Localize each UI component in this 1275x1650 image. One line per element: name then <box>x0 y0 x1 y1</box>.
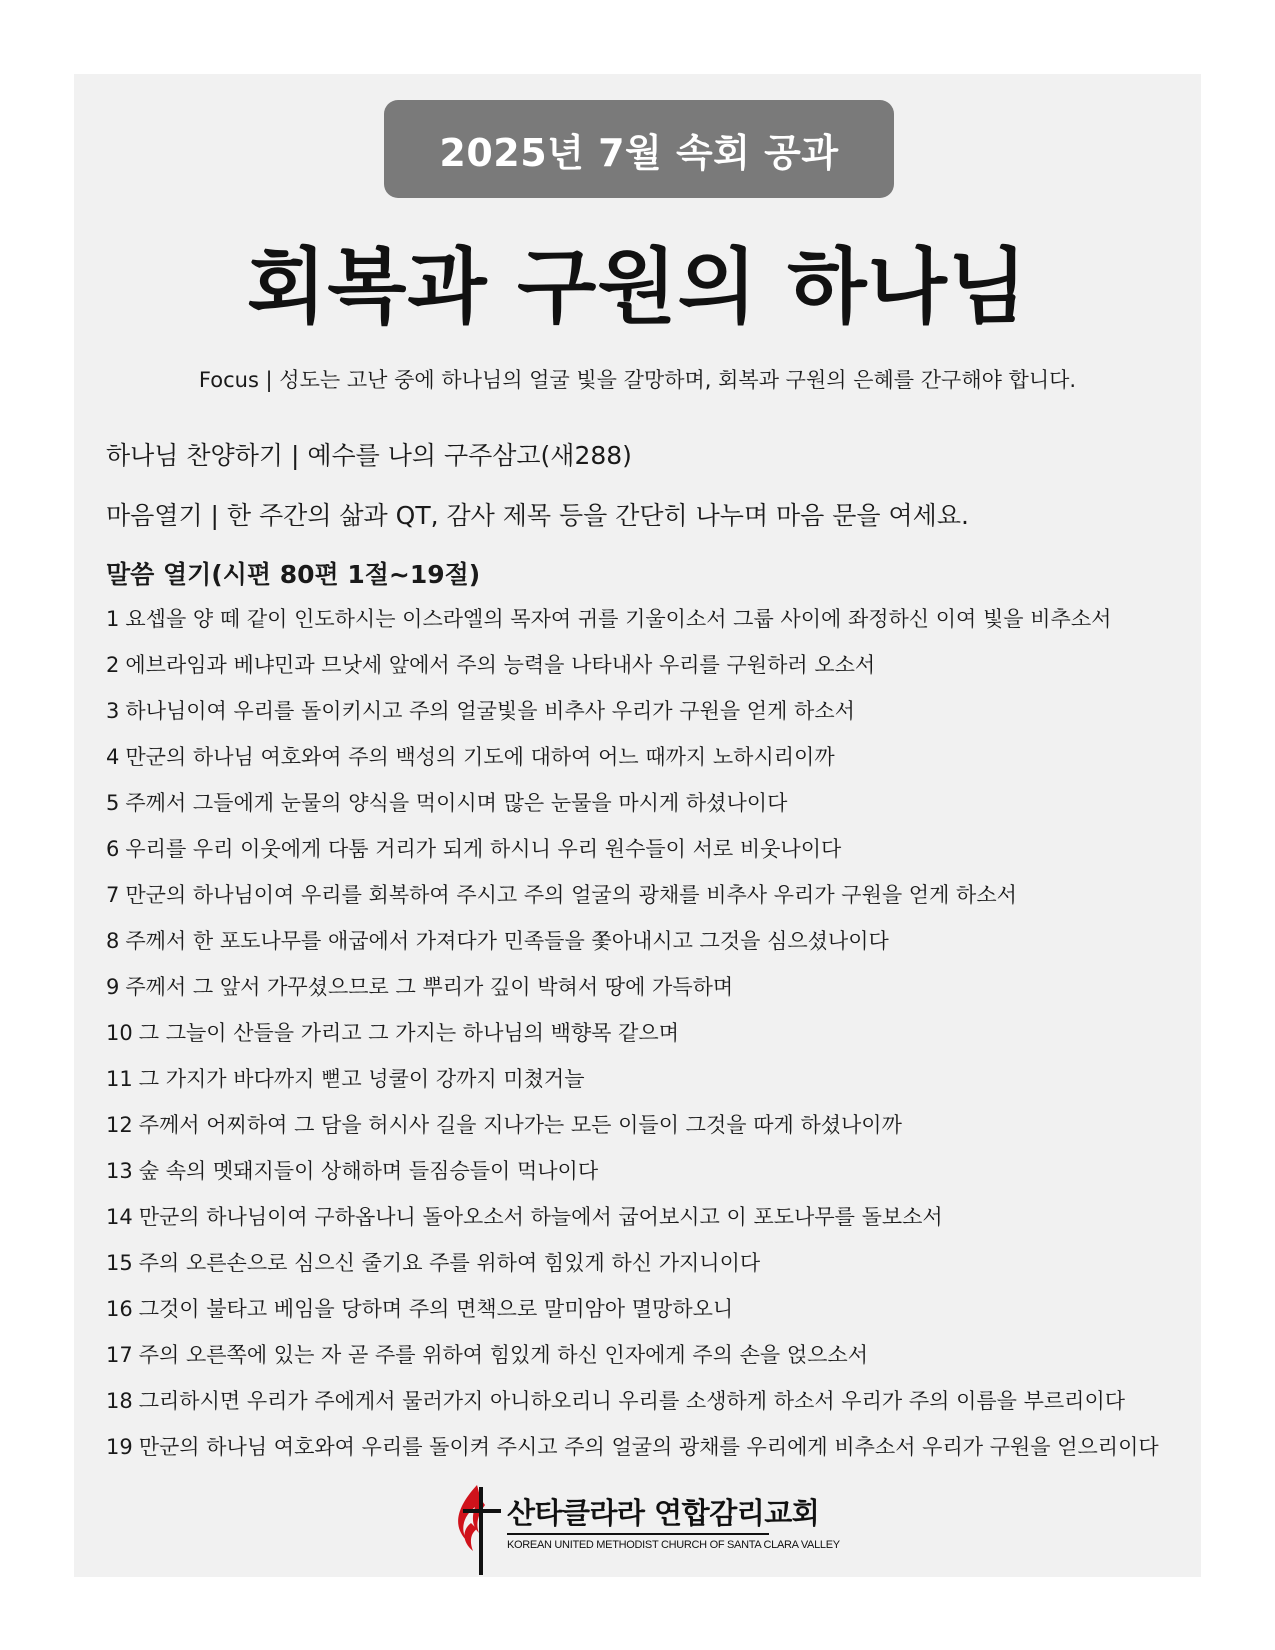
verse-number: 14 <box>106 1205 133 1229</box>
verse-item <box>106 972 1166 1018</box>
verse-number: 17 <box>106 1343 133 1367</box>
verse-number: 13 <box>106 1159 133 1183</box>
verse-text: 주께서 그들에게 눈물의 양식을 먹이시며 많은 눈물을 마시게 하셨나이다 <box>125 791 788 815</box>
verse-text: 주께서 그 앞서 가꾸셨으므로 그 뿌리가 깊이 박혀서 땅에 가득하며 <box>125 975 734 999</box>
verse-number: 3 <box>106 699 120 723</box>
verse-number: 1 <box>106 607 120 631</box>
verse-number: 2 <box>106 653 120 677</box>
verse-text: 만군의 하나님이여 구하옵나니 돌아오소서 하늘에서 굽어보시고 이 포도나무를 돌보소서 <box>138 1205 943 1229</box>
verse-text: 요셉을 양 떼 같이 인도하시는 이스라엘의 목자여 귀를 기울이소서 그룹 사이에 좌정하신 이여 빛을 비추소서 <box>125 607 1112 631</box>
verse-number: 16 <box>106 1297 133 1321</box>
verse-text: 숲 속의 멧돼지들이 상해하며 들짐승들이 먹나이다 <box>138 1159 599 1183</box>
verse-item <box>106 1064 1166 1110</box>
verse-item <box>106 1018 1166 1064</box>
open-heart-line: 마음열기 | 한 주간의 삶과 QT, 감사 제목 등을 간단히 나누며 마음 문을 여세요. <box>106 501 969 530</box>
verse-number: 11 <box>106 1067 133 1091</box>
verse-text: 주의 오른쪽에 있는 자 곧 주를 위하여 힘있게 하신 인자에게 주의 손을 얹으소서 <box>138 1343 868 1367</box>
verse-text: 주께서 어찌하여 그 담을 허시사 길을 지나가는 모든 이들이 그것을 따게 하셨나이까 <box>138 1113 902 1137</box>
verse-text: 만군의 하나님이여 우리를 회복하여 주시고 주의 얼굴의 광채를 비추사 우리가 구원을 얻게 하소서 <box>125 883 1017 907</box>
verse-number: 7 <box>106 883 120 907</box>
verse-item <box>106 1294 1166 1340</box>
verse-number: 15 <box>106 1251 133 1275</box>
verse-text: 하나님이여 우리를 돌이키시고 주의 얼굴빛을 비추사 우리가 구원을 얻게 하소서 <box>125 699 855 723</box>
verse-item <box>106 1340 1166 1386</box>
verse-number: 12 <box>106 1113 133 1137</box>
verse-text: 우리를 우리 이웃에게 다툼 거리가 되게 하시니 우리 원수들이 서로 비웃나이다 <box>125 837 842 861</box>
verse-text: 주의 오른손으로 심으신 줄기요 주를 위하여 힘있게 하신 가지니이다 <box>138 1251 761 1275</box>
verse-text: 그것이 불타고 베임을 당하며 주의 면책으로 말미암아 멸망하오니 <box>138 1297 734 1321</box>
date-badge: 2025년 7월 속회 공과 <box>384 100 894 198</box>
logo-divider <box>507 1533 769 1535</box>
verse-number: 8 <box>106 929 120 953</box>
verse-item <box>106 1156 1166 1202</box>
scripture-heading: 말씀 열기(시편 80편 1절~19절) <box>106 560 481 589</box>
verse-item <box>106 742 1166 788</box>
verse-text: 에브라임과 베냐민과 므낫세 앞에서 주의 능력을 나타내사 우리를 구원하러 오소서 <box>125 653 876 677</box>
verse-text: 주께서 한 포도나무를 애굽에서 가져다가 민족들을 쫓아내시고 그것을 심으셨나이다 <box>125 929 889 953</box>
verse-item <box>106 650 1166 696</box>
verse-number: 5 <box>106 791 120 815</box>
verse-item <box>106 880 1166 926</box>
praise-line: 하나님 찬양하기 | 예수를 나의 구주삼고(새288) <box>106 441 632 470</box>
verse-number: 10 <box>106 1021 133 1045</box>
church-english-name: KOREAN UNITED METHODIST CHURCH OF SANTA CLARA VALLEY <box>507 1539 840 1551</box>
verse-item <box>106 1248 1166 1294</box>
verse-list <box>106 604 1166 1462</box>
verse-item <box>106 1202 1166 1248</box>
verse-item <box>106 788 1166 834</box>
verse-number: 6 <box>106 837 120 861</box>
church-name: 산타클라라 연합감리교회 <box>507 1496 820 1530</box>
lesson-sheet <box>74 74 1201 1577</box>
cross-and-flame-icon <box>449 1479 505 1575</box>
verse-item <box>106 1432 1166 1462</box>
verse-text: 그 그늘이 산들을 가리고 그 가지는 하나님의 백향목 같으며 <box>138 1021 679 1045</box>
verse-text: 만군의 하나님 여호와여 주의 백성의 기도에 대하여 어느 때까지 노하시리이까 <box>125 745 835 769</box>
verse-item <box>106 1386 1166 1432</box>
verse-text: 만군의 하나님 여호와여 우리를 돌이켜 주시고 주의 얼굴의 광채를 우리에게 비추소서 우리가 구원을 얻으리이다 <box>138 1435 1159 1459</box>
church-logo <box>449 1479 840 1575</box>
focus-statement: Focus | 성도는 고난 중에 하나님의 얼굴 빛을 갈망하며, 회복과 구원의 은혜를 간구해야 합니다. <box>198 368 1077 392</box>
verse-number: 18 <box>106 1389 133 1413</box>
verse-item <box>106 1110 1166 1156</box>
verse-item <box>106 834 1166 880</box>
verse-text: 그 가지가 바다까지 뻗고 넝쿨이 강까지 미쳤거늘 <box>138 1067 585 1091</box>
verse-item <box>106 696 1166 742</box>
verse-number: 19 <box>106 1435 133 1459</box>
verse-item <box>106 926 1166 972</box>
verse-text: 그리하시면 우리가 주에게서 물러가지 아니하오리니 우리를 소생하게 하소서 우리가 주의 이름을 부르리이다 <box>138 1389 1126 1413</box>
page-title: 회복과 구원의 하나님 <box>246 240 1028 335</box>
verse-number: 9 <box>106 975 120 999</box>
verse-number: 4 <box>106 745 120 769</box>
verse-item <box>106 604 1166 650</box>
